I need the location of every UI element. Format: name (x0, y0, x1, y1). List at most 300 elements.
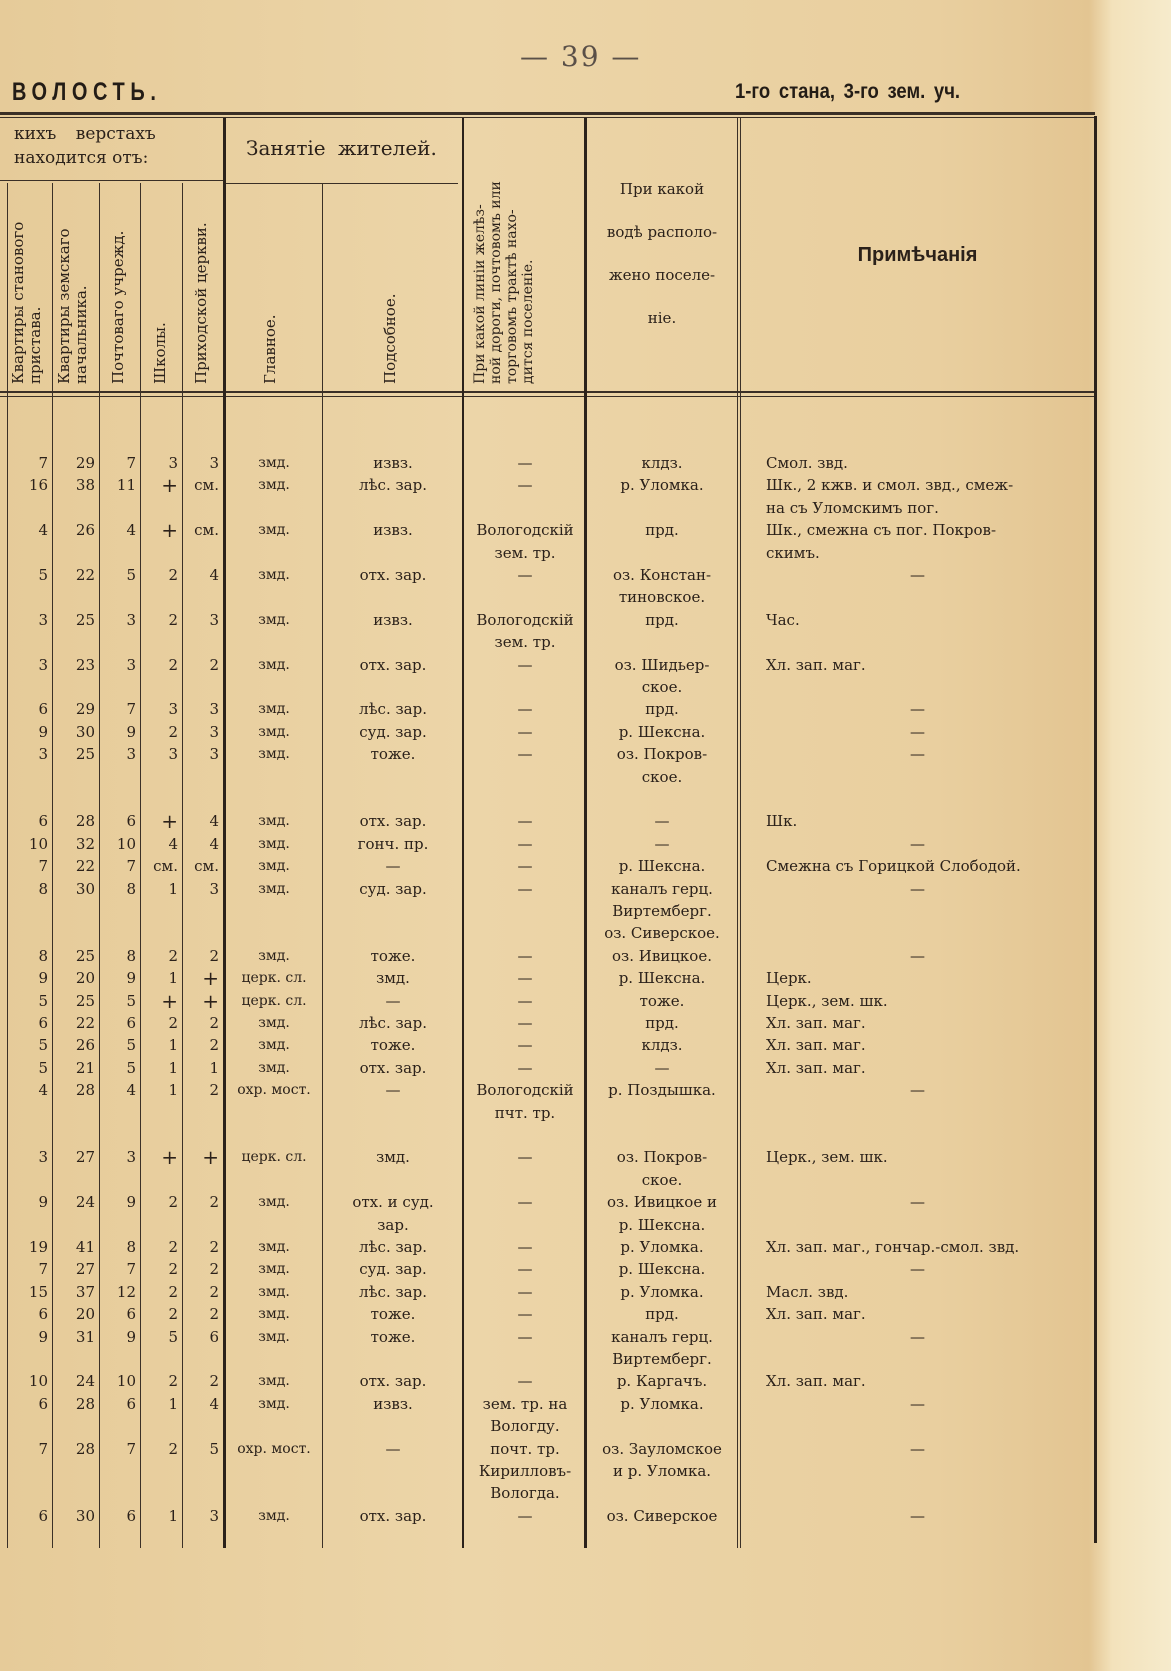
aux-occupation: тоже. (370, 1036, 416, 1055)
water-body: р. Шексна. (618, 722, 706, 741)
road-line: — (517, 655, 533, 674)
water-body: оз. Сиверское. (604, 924, 720, 943)
aux-occupation: — (385, 857, 401, 876)
distance-group-line: находится отъ: (14, 148, 149, 168)
dist-stanovoy: 3 (38, 745, 48, 764)
dist-school: см. (153, 857, 178, 876)
dist-school: 2 (168, 1260, 178, 1279)
dist-school: 2 (168, 1439, 178, 1458)
main-occupation: охр. мост. (237, 1082, 311, 1099)
aux-occupation: тоже. (370, 946, 416, 965)
col-header-church (193, 192, 210, 384)
dist-stanovoy: 7 (38, 454, 48, 472)
note: Шк. (766, 812, 798, 831)
dist-school: 2 (168, 1305, 178, 1324)
road-line: — (517, 1036, 533, 1055)
dist-post: 4 (126, 1081, 136, 1100)
road-line: пчт. тр. (494, 1103, 556, 1122)
road-line: — (517, 1148, 533, 1167)
note: — (910, 722, 925, 741)
group-rule-occupation (226, 183, 458, 184)
water-body: р. Поздышка. (608, 1081, 716, 1100)
dist-school: 4 (168, 834, 178, 853)
main-occupation: змд. (258, 1239, 290, 1255)
dist-post: 10 (116, 1372, 136, 1391)
dist-post: 5 (126, 1058, 136, 1077)
dist-post: 8 (126, 946, 136, 965)
dist-post: 8 (126, 1238, 136, 1256)
col-header-water (588, 168, 736, 340)
dist-school: 1 (168, 1081, 178, 1100)
dist-post: 3 (126, 1148, 136, 1167)
dist-stanovoy: 8 (38, 879, 48, 898)
col-header-zemsky (56, 192, 90, 384)
aux-occupation: лѣс. зар. (358, 476, 427, 495)
note: Хл. зап. маг. (766, 655, 866, 674)
water-body: р. Шексна. (618, 857, 706, 876)
dist-school: + (161, 1145, 178, 1170)
note: Масл. звд. (766, 1282, 849, 1301)
road-line: Вологодскій (476, 521, 574, 540)
col-header-line: ніе. (647, 309, 677, 327)
dist-school: 1 (168, 1506, 178, 1525)
distance-group-line: кихъ верстахъ (14, 124, 156, 144)
dist-church: 5 (209, 1439, 219, 1458)
water-body: прд. (645, 1014, 679, 1032)
col-header-line: дится поселеніе. (520, 259, 536, 384)
road-line: Кирилловъ- (478, 1462, 572, 1480)
note: скимъ. (766, 543, 820, 562)
note: Церк., зем. шк. (766, 1148, 888, 1167)
dist-church: 2 (209, 1238, 219, 1256)
dist-stanovoy: 9 (38, 722, 48, 741)
dist-church: 2 (209, 655, 219, 674)
road-line: — (517, 1305, 533, 1324)
aux-occupation: отх. зар. (359, 1058, 427, 1077)
dist-zemsky: 30 (75, 879, 95, 898)
road-line: — (517, 1058, 533, 1077)
dist-zemsky: 31 (75, 1327, 95, 1346)
water-body: оз. Покров- (616, 1148, 708, 1167)
dist-zemsky: 26 (75, 521, 95, 540)
note: — (910, 1506, 925, 1525)
main-occupation: церк. сл. (241, 1149, 307, 1166)
dist-stanovoy: 6 (38, 700, 48, 719)
header-bottom-rule-2 (0, 396, 1095, 397)
dist-zemsky: 22 (75, 857, 95, 876)
water-body: каналъ герц. (611, 1327, 713, 1346)
dist-post: 11 (116, 476, 136, 495)
dist-zemsky: 25 (75, 610, 95, 629)
dist-church: + (202, 1145, 219, 1170)
col-header-school (152, 192, 169, 384)
aux-occupation: змд. (376, 969, 410, 988)
road-line: — (517, 1260, 533, 1279)
dist-church: 4 (209, 812, 219, 831)
dist-post: 8 (126, 879, 136, 898)
note: — (910, 1439, 925, 1458)
water-body: оз. Ивицкое. (612, 946, 712, 965)
dist-school: 2 (168, 722, 178, 741)
road-line: — (517, 476, 533, 495)
aux-occupation: отх. зар. (359, 1506, 427, 1525)
page-number: — 39 — (520, 40, 642, 73)
note: Час. (766, 610, 800, 629)
dist-zemsky: 21 (75, 1058, 95, 1077)
note: — (910, 946, 925, 965)
main-occupation: змд. (258, 611, 290, 628)
dist-school: + (161, 809, 178, 834)
main-occupation: змд. (258, 701, 290, 718)
dist-zemsky: 30 (75, 722, 95, 741)
note: Смол. звд. (766, 454, 848, 472)
main-occupation: змд. (258, 656, 290, 673)
dist-church: 3 (209, 879, 219, 898)
dist-church: 1 (209, 1058, 219, 1077)
main-occupation: охр. мост. (237, 1440, 311, 1457)
dist-post: 4 (126, 521, 136, 540)
dist-stanovoy: 10 (28, 1372, 48, 1391)
road-line: — (517, 700, 533, 719)
aux-occupation: извз. (373, 1394, 413, 1413)
road-line: — (517, 879, 533, 898)
dist-zemsky: 23 (75, 655, 95, 674)
dist-school: 2 (168, 566, 178, 584)
aux-occupation: — (385, 1081, 401, 1100)
dist-stanovoy: 9 (38, 1327, 48, 1346)
aux-occupation: отх. зар. (359, 1372, 427, 1391)
dist-zemsky: 22 (75, 566, 95, 584)
water-body: р. Уломка. (620, 1282, 704, 1301)
main-occupation: змд. (258, 1037, 290, 1054)
dist-church: 3 (209, 700, 219, 719)
note: Смежна съ Горицкой Слободой. (766, 857, 1021, 876)
dist-zemsky: 28 (75, 812, 95, 831)
note: Хл. зап. маг. (766, 1305, 866, 1324)
dist-stanovoy: 5 (38, 1036, 48, 1055)
aux-occupation: извз. (373, 610, 413, 629)
water-body: Виртемберг. (612, 902, 712, 920)
dist-stanovoy: 3 (38, 1148, 48, 1167)
note: — (910, 566, 925, 584)
dist-school: 1 (168, 879, 178, 898)
dist-school: 3 (168, 454, 178, 472)
dist-stanovoy: 6 (38, 1305, 48, 1324)
col-header-line: начальника. (72, 285, 90, 384)
dist-stanovoy: 9 (38, 969, 48, 988)
dist-church: 3 (209, 1506, 219, 1525)
dist-stanovoy: 7 (38, 1260, 48, 1279)
aux-occupation: лѣс. зар. (358, 1014, 427, 1032)
dist-church: 2 (209, 946, 219, 965)
dist-stanovoy: 7 (38, 1439, 48, 1458)
main-occupation: змд. (258, 567, 290, 583)
col-header-line: Школы. (151, 322, 169, 384)
dist-stanovoy: 7 (38, 857, 48, 876)
road-line: — (517, 1193, 533, 1212)
dist-post: 6 (126, 812, 136, 831)
road-line: почт. тр. (490, 1439, 560, 1458)
dist-stanovoy: 5 (38, 566, 48, 584)
dist-church: 2 (209, 1260, 219, 1279)
dist-zemsky: 41 (75, 1238, 95, 1256)
note: — (910, 1327, 925, 1346)
dist-school: 2 (168, 946, 178, 965)
dist-church: см. (194, 521, 219, 540)
water-body: ское. (641, 1170, 683, 1189)
dist-post: 3 (126, 745, 136, 764)
dist-post: 9 (126, 1193, 136, 1212)
dist-stanovoy: 5 (38, 991, 48, 1010)
dist-stanovoy: 8 (38, 946, 48, 965)
dist-post: 9 (126, 969, 136, 988)
dist-church: 3 (209, 610, 219, 629)
dist-post: 3 (126, 655, 136, 674)
note: — (910, 1394, 925, 1413)
water-body: оз. Сиверское (606, 1506, 718, 1525)
dist-school: 2 (168, 655, 178, 674)
dist-zemsky: 27 (75, 1148, 95, 1167)
aux-occupation: — (385, 991, 401, 1010)
main-occupation: змд. (258, 1261, 290, 1278)
dist-stanovoy: 4 (38, 1081, 48, 1100)
col-header-line: Квартиры станового (9, 221, 27, 384)
road-line: — (517, 969, 533, 988)
dist-school: 1 (168, 1058, 178, 1077)
dist-post: 7 (126, 1260, 136, 1279)
dist-zemsky: 24 (75, 1372, 95, 1391)
aux-occupation: гонч. пр. (357, 834, 429, 853)
col-header-line: Квартиры земскаго (55, 228, 73, 384)
dist-zemsky: 29 (75, 700, 95, 719)
aux-occupation: отх. зар. (359, 812, 427, 831)
col-header-road (472, 122, 536, 384)
water-body: прд. (645, 521, 679, 540)
water-body: р. Шексна. (618, 969, 706, 988)
col-divider-thick (462, 118, 464, 1548)
dist-stanovoy: 3 (38, 610, 48, 629)
main-occupation: змд. (258, 455, 290, 471)
water-body: прд. (645, 1305, 679, 1324)
aux-occupation: тоже. (370, 1327, 416, 1346)
dist-stanovoy: 9 (38, 1193, 48, 1212)
road-line: — (517, 991, 533, 1010)
main-occupation: змд. (258, 477, 290, 494)
dist-school: 1 (168, 1394, 178, 1413)
top-rule-2 (0, 117, 1095, 118)
main-occupation: змд. (258, 522, 290, 539)
distance-group-heading (14, 122, 219, 170)
aux-occupation: извз. (373, 521, 413, 540)
water-body: оз. Ивицкое и (607, 1193, 717, 1212)
dist-post: 9 (126, 722, 136, 741)
main-occupation: змд. (258, 835, 290, 852)
aux-occupation: лѣс. зар. (358, 700, 427, 719)
dist-post: 6 (126, 1305, 136, 1324)
dist-church: 6 (209, 1327, 219, 1346)
road-line: зем. тр. на (482, 1394, 568, 1413)
col-header-line: ной дороги, почтовомъ или (488, 181, 504, 384)
col-divider (737, 118, 738, 1548)
dist-school: 2 (168, 1193, 178, 1212)
road-line: — (517, 1372, 533, 1391)
main-occupation: змд. (258, 1283, 290, 1300)
dist-stanovoy: 19 (28, 1238, 48, 1256)
col-header-aux-occupation (382, 192, 399, 384)
dist-school: 2 (168, 1238, 178, 1256)
dist-stanovoy: 16 (28, 476, 48, 495)
page-title: ВОЛОСТЬ. (12, 78, 162, 106)
dist-school: 1 (168, 1036, 178, 1055)
dist-post: 6 (126, 1014, 136, 1032)
main-occupation: змд. (258, 746, 290, 763)
note: — (910, 1081, 925, 1100)
dist-school: 2 (168, 1014, 178, 1032)
dist-post: 5 (126, 566, 136, 584)
road-line: — (517, 1014, 533, 1032)
dist-zemsky: 29 (75, 454, 95, 472)
dist-school: 2 (168, 610, 178, 629)
water-body: оз. Констан- (612, 566, 712, 584)
dist-stanovoy: 6 (38, 1014, 48, 1032)
dist-post: 7 (126, 454, 136, 472)
water-body: — (654, 812, 670, 831)
dist-stanovoy: 3 (38, 655, 48, 674)
aux-occupation: тоже. (370, 1305, 416, 1324)
col-header-post (110, 192, 127, 384)
road-line: — (517, 1327, 533, 1346)
col-header-line: торговомъ трактѣ нахо- (504, 209, 520, 384)
dist-zemsky: 24 (75, 1193, 95, 1212)
dist-school: + (161, 988, 178, 1013)
dist-post: 7 (126, 1439, 136, 1458)
water-body: ское. (641, 678, 683, 696)
main-occupation: змд. (258, 1194, 290, 1211)
col-header-line: Приходской церкви. (192, 222, 210, 384)
aux-occupation: извз. (373, 454, 413, 472)
road-line: Вологодскій (476, 610, 574, 629)
water-body: и р. Уломка. (612, 1462, 712, 1480)
col-header-line: пристава. (26, 306, 44, 384)
road-line: Вологда. (490, 1484, 560, 1503)
dist-church: 2 (209, 1036, 219, 1055)
dist-zemsky: 25 (75, 991, 95, 1010)
water-body: клдз. (641, 454, 683, 472)
dist-post: 10 (116, 834, 136, 853)
note: Хл. зап. маг. (766, 1058, 866, 1077)
aux-occupation: лѣс. зар. (358, 1238, 427, 1256)
main-occupation: змд. (258, 723, 290, 740)
dist-stanovoy: 6 (38, 812, 48, 831)
water-body: р. Уломка. (620, 476, 704, 495)
dist-church: 2 (209, 1305, 219, 1324)
dist-church: 4 (209, 566, 219, 584)
col-header-line: Подсобное. (381, 293, 399, 384)
dist-stanovoy: 10 (28, 834, 48, 853)
col-header-main-occupation (262, 192, 279, 384)
dist-post: 5 (126, 1036, 136, 1055)
aux-occupation: — (385, 1439, 401, 1458)
col-header-line: При какой линіи желѣз- (472, 204, 488, 384)
dist-school: 3 (168, 745, 178, 764)
dist-stanovoy: 6 (38, 1394, 48, 1413)
main-occupation: змд. (258, 1306, 290, 1323)
main-occupation: змд. (258, 880, 290, 897)
aux-occupation: зар. (377, 1215, 409, 1234)
water-body: тиновское. (618, 588, 706, 607)
road-line: — (517, 454, 533, 472)
dist-post: 5 (126, 991, 136, 1010)
dist-stanovoy: 5 (38, 1058, 48, 1077)
dist-church: см. (194, 476, 219, 495)
water-body: оз. Покров- (616, 745, 708, 764)
dist-stanovoy: 15 (28, 1282, 48, 1301)
col-divider-thick (584, 118, 587, 1548)
dist-post: 6 (126, 1394, 136, 1413)
aux-occupation: тоже. (370, 745, 416, 764)
aux-occupation: суд. зар. (359, 879, 427, 898)
road-line: — (517, 857, 533, 876)
water-body: р. Шексна. (618, 1260, 706, 1279)
note: Хл. зап. маг. (766, 1014, 866, 1032)
dist-church: 2 (209, 1193, 219, 1212)
road-line: Вологодскій (476, 1081, 574, 1100)
water-body: тоже. (639, 991, 685, 1010)
dist-school: 5 (168, 1327, 178, 1346)
dist-post: 6 (126, 1506, 136, 1525)
aux-occupation: суд. зар. (359, 1260, 427, 1279)
dist-zemsky: 27 (75, 1260, 95, 1279)
dist-post: 9 (126, 1327, 136, 1346)
dist-church: 4 (209, 834, 219, 853)
main-occupation: змд. (258, 1328, 290, 1345)
road-line: — (517, 1282, 533, 1301)
note: Хл. зап. маг., гончар.-смол. звд. (766, 1238, 1020, 1256)
col-divider (740, 118, 741, 1548)
dist-school: 1 (168, 969, 178, 988)
dist-church: + (202, 966, 219, 991)
main-occupation: змд. (258, 813, 290, 830)
col-header-line: Почтоваго учрежд. (109, 230, 127, 384)
dist-zemsky: 25 (75, 946, 95, 965)
note: — (910, 700, 925, 719)
dist-zemsky: 26 (75, 1036, 95, 1055)
water-body: прд. (645, 700, 679, 719)
main-occupation: змд. (258, 1059, 290, 1076)
col-header-line: жено поселе- (608, 266, 716, 284)
road-line: — (517, 946, 533, 965)
col-header-line: водѣ располо- (606, 223, 718, 241)
dist-stanovoy: 6 (38, 1506, 48, 1525)
water-body: оз. Шидьер- (614, 655, 710, 674)
water-body: р. Каргачъ. (616, 1372, 708, 1391)
note: Шк., смежна съ пог. Покров- (766, 521, 997, 540)
road-line: — (517, 834, 533, 853)
occupation-group-heading: Занятіе жителей. (246, 136, 437, 160)
group-rule-distance (0, 180, 224, 181)
note: Хл. зап. маг. (766, 1036, 866, 1055)
col-header-stanovoy (10, 192, 44, 384)
note: Церк. (766, 969, 812, 988)
road-line: — (517, 1238, 533, 1256)
dist-zemsky: 22 (75, 1014, 95, 1032)
dist-zemsky: 28 (75, 1439, 95, 1458)
water-body: — (654, 834, 670, 853)
dist-church: 4 (209, 1394, 219, 1413)
water-body: Виртемберг. (612, 1350, 712, 1368)
water-body: р. Уломка. (620, 1238, 704, 1256)
road-line: Вологду. (490, 1417, 560, 1436)
